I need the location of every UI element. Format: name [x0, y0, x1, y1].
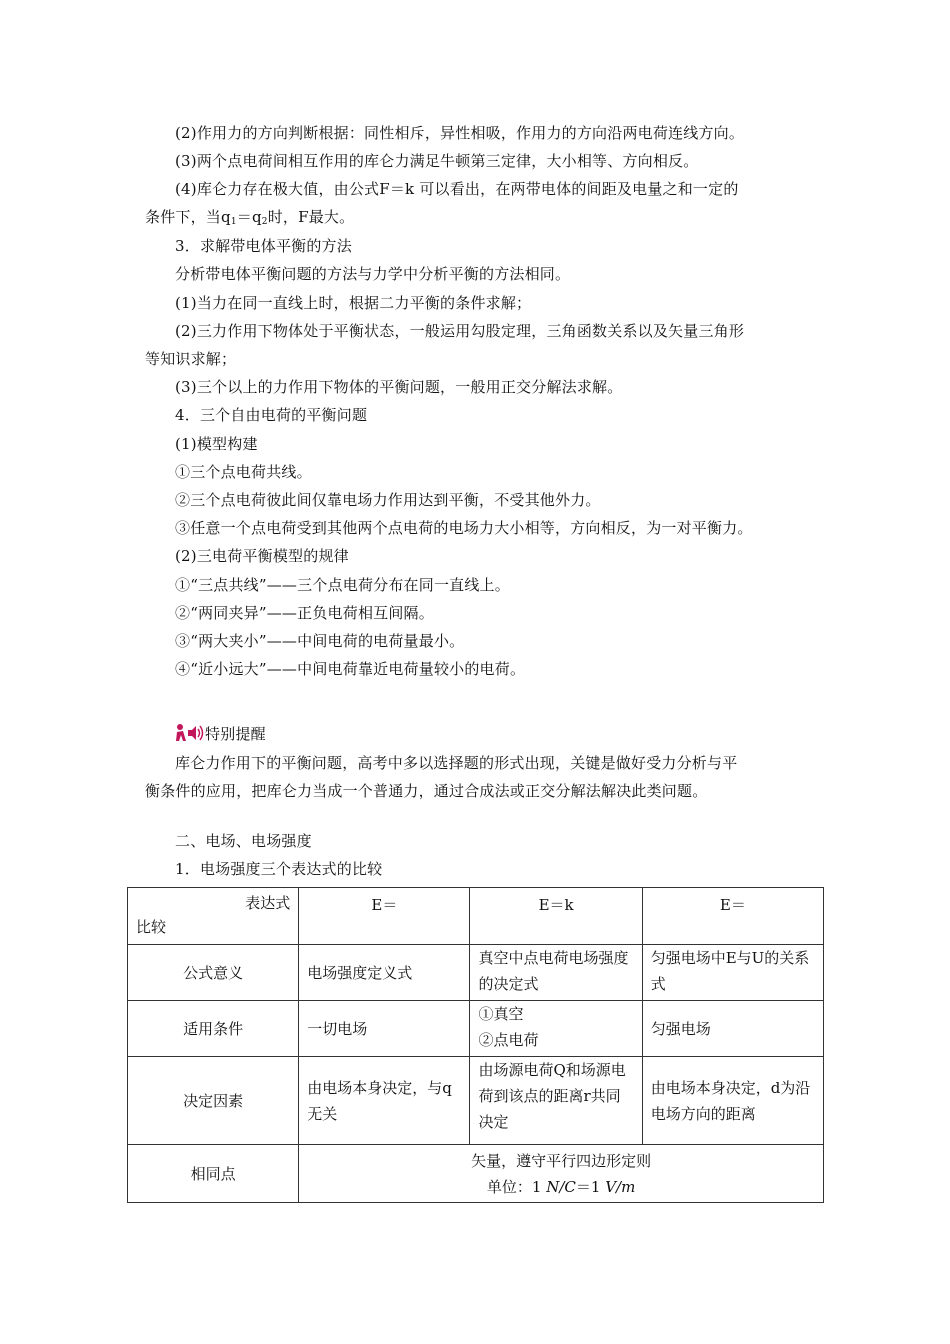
- text-line: (2)作用力的方向判断根据：同性相斥，异性相吸，作用力的方向沿两电荷连线方向。: [175, 124, 745, 142]
- table-row: [128, 1145, 824, 1203]
- text-line: ②“两同夹异”——正负电荷相互间隔。: [175, 604, 434, 622]
- section-heading: 4．三个自由电荷的平衡问题: [175, 406, 368, 424]
- table-header-row: [128, 888, 824, 945]
- text-line: ③任意一个点电荷受到其他两个点电荷的电场力大小相等，方向相反，为一对平衡力。: [175, 519, 753, 537]
- text-line: 等知识求解；: [145, 350, 237, 368]
- text-line: (4)库仑力存在极大值，由公式F＝k 可以看出，在两带电体的间距及电量之和一定的: [175, 180, 739, 198]
- cell-line: ②点电荷: [478, 1031, 539, 1049]
- unit-equals: ＝1: [575, 1177, 606, 1196]
- unit-vm: V/m: [605, 1177, 636, 1196]
- row-label: 相同点: [128, 1145, 299, 1203]
- table-row: [128, 1057, 824, 1145]
- text-line: ②三个点电荷彼此间仅靠电场力作用达到平衡，不受其他外力。: [175, 491, 601, 509]
- text-line: ④“近小远大”——中间电荷靠近电荷量较小的电荷。: [175, 660, 526, 678]
- table-cell: 由电场本身决定，与q无关: [299, 1057, 470, 1145]
- table-cell: 真空中点电荷电场强度的决定式: [470, 945, 642, 1001]
- text-line: ①“三点共线”——三个点电荷分布在同一直线上。: [175, 576, 510, 594]
- subscript: 2: [261, 217, 268, 227]
- section-heading: 3．求解带电体平衡的方法: [175, 237, 352, 255]
- row-label: 适用条件: [128, 1001, 299, 1057]
- table-cell: [470, 1001, 642, 1057]
- text-fragment: 条件下，当q: [145, 208, 231, 226]
- unit-prefix: 单位：1: [486, 1177, 547, 1196]
- text-fragment: ＝q: [236, 208, 262, 226]
- subscript: 1: [230, 217, 237, 227]
- text-line: ③“两大夹小”——中间电荷的电荷量最小。: [175, 632, 465, 650]
- row-label: 决定因素: [128, 1057, 299, 1145]
- speaker-person-icon: [175, 723, 205, 743]
- text-line: (3)三个以上的力作用下物体的平衡问题，一般用正交分解法求解。: [175, 378, 623, 396]
- table-cell: 匀强电场: [642, 1001, 823, 1057]
- text-line: (2)三力作用下物体处于平衡状态，一般运用勾股定理，三角函数关系以及矢量三角形: [175, 322, 745, 340]
- cell-line: 矢量，遵守平行四边形定则: [471, 1151, 652, 1170]
- tip-text: 库仑力作用下的平衡问题，高考中多以选择题的形式出现，关键是做好受力分析与平: [175, 754, 738, 772]
- table-cell: 一切电场: [299, 1001, 470, 1057]
- row-label: 公式意义: [128, 945, 299, 1001]
- text-line: ①三个点电荷共线。: [175, 463, 312, 481]
- cell-line: ①真空: [478, 1005, 524, 1023]
- column-header: E＝: [299, 888, 470, 945]
- text-line: (1)模型构建: [175, 435, 258, 453]
- comparison-table: [127, 887, 824, 1203]
- text-line: (2)三电荷平衡模型的规律: [175, 547, 349, 565]
- column-header: E＝k: [470, 888, 642, 945]
- table-row: [128, 945, 824, 1001]
- text-line: (3)两个点电荷间相互作用的库仑力满足牛顿第三定律，大小相等、方向相反。: [175, 152, 699, 170]
- tip-title: 特别提醒: [205, 725, 266, 743]
- subsection-heading: 1．电场强度三个表达式的比较: [175, 860, 383, 878]
- column-header: E＝: [642, 888, 823, 945]
- table-cell: 由场源电荷Q和场源电荷到该点的距离r共同决定: [470, 1057, 642, 1145]
- text-line: [145, 207, 354, 232]
- header-top-label: 表达式: [245, 894, 291, 912]
- diagonal-header-cell: [128, 888, 299, 945]
- cell-line: [307, 1174, 815, 1200]
- text-fragment: 时，F最大。: [267, 208, 355, 226]
- table-cell: 匀强电场中E与U的关系式: [642, 945, 823, 1001]
- unit-nc: N/C: [546, 1177, 576, 1196]
- table-cell: 电场强度定义式: [299, 945, 470, 1001]
- header-bottom-label: 比较: [136, 918, 167, 936]
- table-row: [128, 1001, 824, 1057]
- text-line: 分析带电体平衡问题的方法与力学中分析平衡的方法相同。: [175, 265, 571, 283]
- section-heading: 二、电场、电场强度: [175, 832, 312, 850]
- tip-text: 衡条件的应用，把库仑力当成一个普通力，通过合成法或正交分解法解决此类问题。: [145, 782, 708, 800]
- text-line: (1)当力在同一直线上时，根据二力平衡的条件求解；: [175, 294, 532, 312]
- merged-cell: [299, 1145, 824, 1203]
- table-cell: 由电场本身决定，d为沿电场方向的距离: [642, 1057, 823, 1145]
